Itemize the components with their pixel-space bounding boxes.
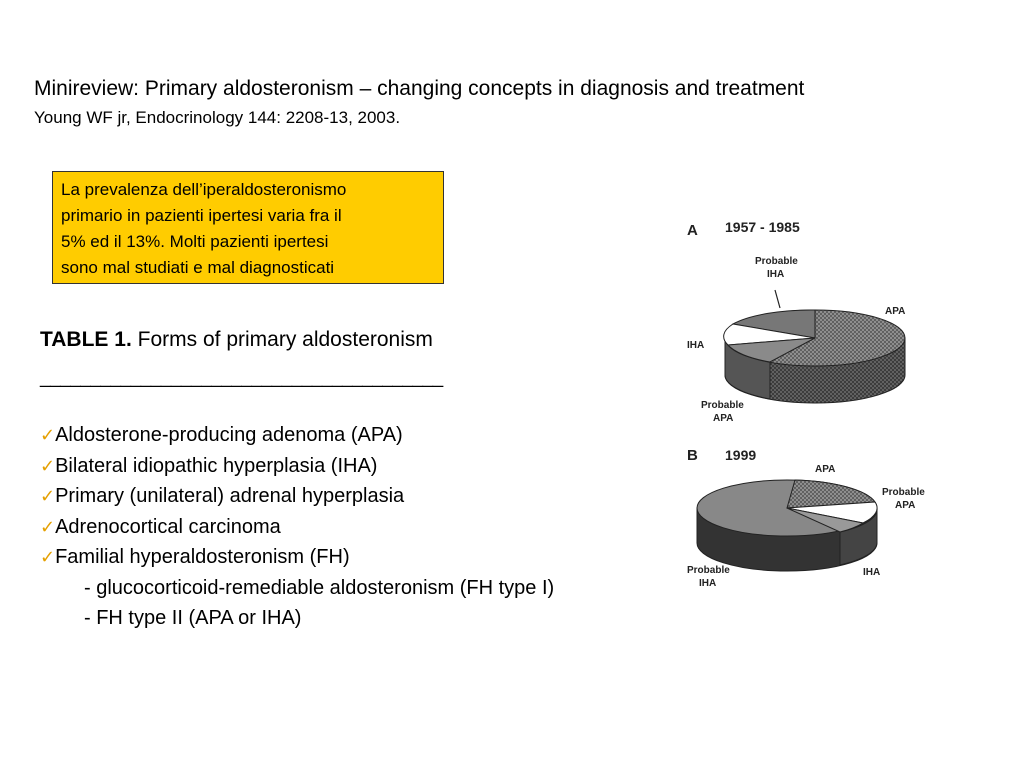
panel-b-letter: B (687, 447, 698, 464)
label-probable-iha-b: IHA (699, 578, 717, 589)
pie-charts-figure (685, 210, 955, 600)
list-item-label: Bilateral idiopathic hyperplasia (IHA) (55, 454, 378, 477)
reference-title: Minireview: Primary aldosteronism – changing concepts in diagnosis and treatment (34, 77, 805, 100)
label-probable-apa-a: APA (713, 413, 734, 424)
list-item-label: Adrenocortical carcinoma (55, 515, 281, 538)
pointer-line (775, 290, 780, 308)
label-probable-apa-a: Probable (701, 400, 744, 411)
reference-citation: Young WF jr, Endocrinology 144: 2208-13, 2003. (34, 108, 401, 127)
forms-list (40, 420, 554, 634)
list-subitem: - glucocorticoid-remediable aldosteronism (FH type I) (84, 576, 555, 599)
panel-b-period: 1999 (725, 447, 757, 463)
pie-b (697, 480, 877, 571)
callout-line: primario in pazienti ipertesi varia fra il (61, 206, 342, 225)
checkmark-icon: ✓ (40, 455, 56, 476)
list-item (40, 451, 554, 482)
table-heading (40, 328, 433, 352)
list-subitem: - FH type II (APA or IHA) (84, 607, 302, 629)
callout-line: La prevalenza dell’iperaldosteronismo (61, 180, 347, 199)
list-item-label: Aldosterone-producing adenoma (APA) (55, 424, 403, 446)
panel-a-period: 1957 - 1985 (725, 219, 800, 235)
panel-a-letter: A (687, 222, 698, 239)
list-item (40, 542, 554, 573)
pie-a (724, 310, 905, 403)
label-probable-iha-a: IHA (767, 269, 785, 280)
checkmark-icon: ✓ (40, 425, 56, 445)
label-iha-a: IHA (687, 340, 705, 351)
label-probable-apa-b: Probable (882, 487, 925, 498)
label-apa-a: APA (885, 306, 906, 317)
label-probable-iha-b: Probable (687, 565, 730, 576)
list-item (40, 481, 554, 512)
callout-line: 5% ed il 13%. Molti pazienti ipertesi (61, 232, 329, 251)
list-item (40, 420, 554, 451)
checkmark-icon: ✓ (40, 547, 56, 567)
callout-line: sono mal studiati e mal diagnosticati (61, 258, 335, 277)
label-apa-b: APA (815, 464, 836, 475)
prevalence-callout (52, 171, 444, 284)
table-label: TABLE 1. (40, 328, 132, 351)
list-item-label: Primary (unilateral) adrenal hyperplasia (55, 485, 405, 507)
list-item (40, 512, 554, 543)
label-iha-b: IHA (863, 567, 881, 578)
checkmark-icon: ✓ (40, 486, 56, 506)
checkmark-icon: ✓ (40, 516, 56, 537)
table-rule: ________________________________________ (40, 367, 443, 388)
list-item-label: Familial hyperaldosteronism (FH) (55, 546, 350, 568)
label-probable-iha-a: Probable (755, 256, 798, 267)
label-probable-apa-b: APA (895, 500, 916, 511)
table-title: Forms of primary aldosteronism (137, 328, 433, 351)
